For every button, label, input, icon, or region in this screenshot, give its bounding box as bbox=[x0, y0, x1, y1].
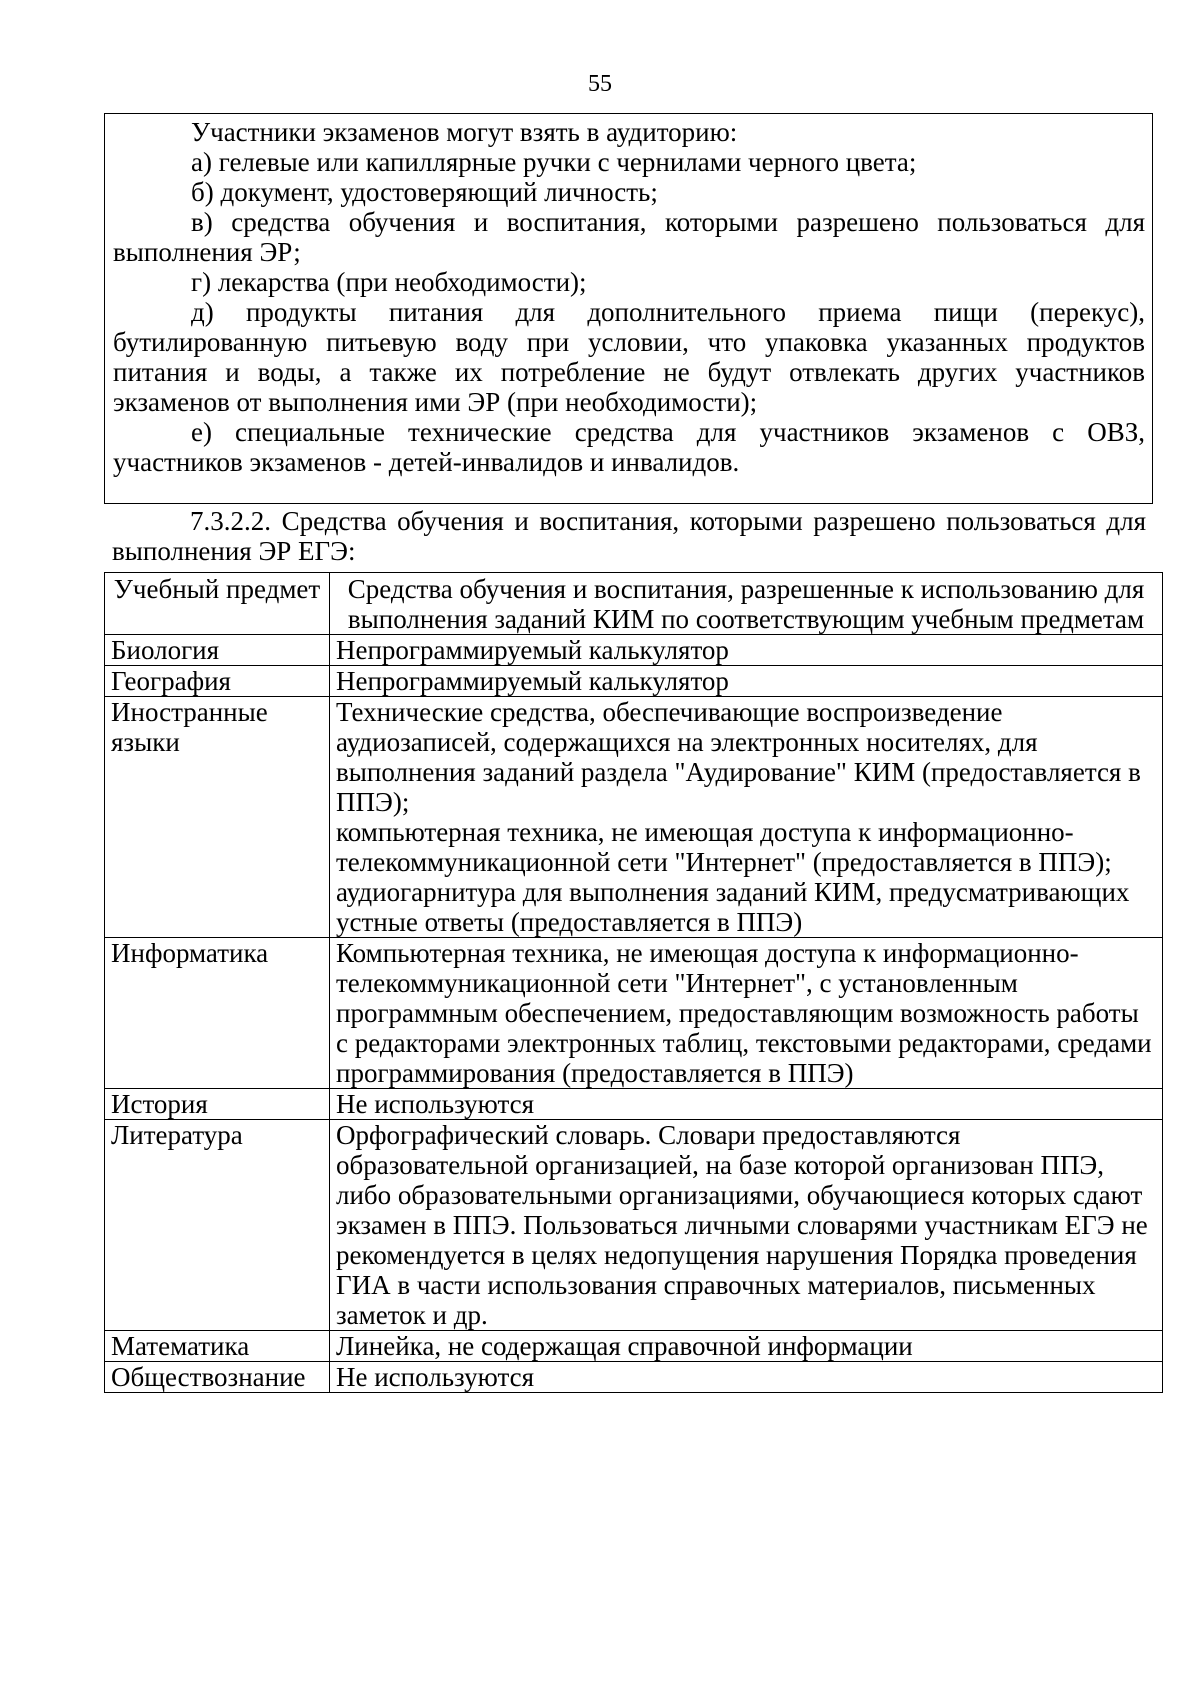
resource-line: аудиогарнитура для выполнения заданий КИМ, предусматривающих устные ответы (предоставляется в ППЭ) bbox=[336, 877, 1130, 937]
resources-cell bbox=[330, 1120, 1163, 1331]
box-paragraph: Участники экзаменов могут взять в аудиторию: bbox=[191, 117, 738, 147]
subject-cell: География bbox=[105, 666, 330, 697]
table-row bbox=[105, 666, 1163, 697]
resource-line: Технические средства, обеспечивающие воспроизведение аудиозаписей, содержащихся на электронных носителях, для выполнения заданий раздела "Аудирование" КИМ (предоставляется в ППЭ); bbox=[336, 697, 1141, 817]
resource-line: Не используются bbox=[336, 1362, 534, 1392]
resources-cell bbox=[330, 1331, 1163, 1362]
subject-cell: Литература bbox=[105, 1120, 330, 1331]
header-subject: Учебный предмет bbox=[105, 573, 330, 635]
subject-cell: Обществознание bbox=[105, 1362, 330, 1393]
resources-cell bbox=[330, 635, 1163, 666]
subject-cell: Информатика bbox=[105, 938, 330, 1089]
box-paragraph: д) продукты питания для дополнительного приема пищи (перекус), бутилированную питьевую воду при условии, что упаковка указанных продуктов питания и воды, а также их потребление не будут отвлекать других участников экзаменов от выполнения ими ЭР (при необходимости); bbox=[113, 297, 1145, 417]
subject-cell: Математика bbox=[105, 1331, 330, 1362]
table-header-row bbox=[105, 573, 1163, 635]
subjects-table bbox=[104, 572, 1163, 1393]
resources-cell bbox=[330, 1089, 1163, 1120]
table-row bbox=[105, 1362, 1163, 1393]
box-paragraph: а) гелевые или капиллярные ручки с чернилами черного цвета; bbox=[191, 147, 917, 177]
box-paragraph: г) лекарства (при необходимости); bbox=[191, 267, 587, 297]
resource-line: компьютерная техника, не имеющая доступа к информационно-телекоммуникационной сети "Интернет" (предоставляется в ППЭ); bbox=[336, 817, 1112, 877]
allowed-items-box bbox=[104, 113, 1153, 504]
resources-cell bbox=[330, 666, 1163, 697]
box-paragraph: в) средства обучения и воспитания, которыми разрешено пользоваться для выполнения ЭР; bbox=[113, 207, 1145, 267]
section-heading-block bbox=[112, 506, 1146, 566]
resource-line: Орфографический словарь. Словари предоставляются образовательной организацией, на базе которой организован ППЭ, либо образовательными организациями, обучающиеся которых сдают экзамен в ППЭ. Пользоваться личными словарями участникам ЕГЭ не рекомендуется в целях недопущения нарушения Порядка проведения ГИА в части использования справочных материалов, письменных заметок и др. bbox=[336, 1120, 1148, 1330]
subject-cell: История bbox=[105, 1089, 330, 1120]
subject-cell: Иностранные языки bbox=[105, 697, 330, 938]
resource-line: Непрограммируемый калькулятор bbox=[336, 635, 729, 665]
resources-cell bbox=[330, 697, 1163, 938]
table-body bbox=[105, 635, 1163, 1393]
table-row bbox=[105, 938, 1163, 1089]
subject-cell: Биология bbox=[105, 635, 330, 666]
table-row bbox=[105, 1120, 1163, 1331]
header-resources: Средства обучения и воспитания, разрешенные к использованию для выполнения заданий КИМ по соответствующим учебным предметам bbox=[330, 573, 1163, 635]
table-row bbox=[105, 1089, 1163, 1120]
box-paragraph: е) специальные технические средства для участников экзаменов с ОВЗ, участников экзаменов - детей-инвалидов и инвалидов. bbox=[113, 417, 1145, 477]
page-number: 55 bbox=[588, 71, 612, 97]
resource-line: Компьютерная техника, не имеющая доступа к информационно-телекоммуникационной сети "Интернет", с установленным программным обеспечением, предоставляющим возможность работы с редакторами электронных таблиц, текстовыми редакторами, средами программирования (предоставляется в ППЭ) bbox=[336, 938, 1152, 1088]
resources-cell bbox=[330, 938, 1163, 1089]
resource-line: Непрограммируемый калькулятор bbox=[336, 666, 729, 696]
table-row bbox=[105, 635, 1163, 666]
resource-line: Линейка, не содержащая справочной информации bbox=[336, 1331, 913, 1361]
box-paragraph: б) документ, удостоверяющий личность; bbox=[191, 177, 658, 207]
table-row bbox=[105, 1331, 1163, 1362]
section-heading: 7.3.2.2. Средства обучения и воспитания, которыми разрешено пользоваться для выполнения ЭР ЕГЭ: bbox=[112, 506, 1146, 566]
table-row bbox=[105, 697, 1163, 938]
resource-line: Не используются bbox=[336, 1089, 534, 1119]
resources-cell bbox=[330, 1362, 1163, 1393]
